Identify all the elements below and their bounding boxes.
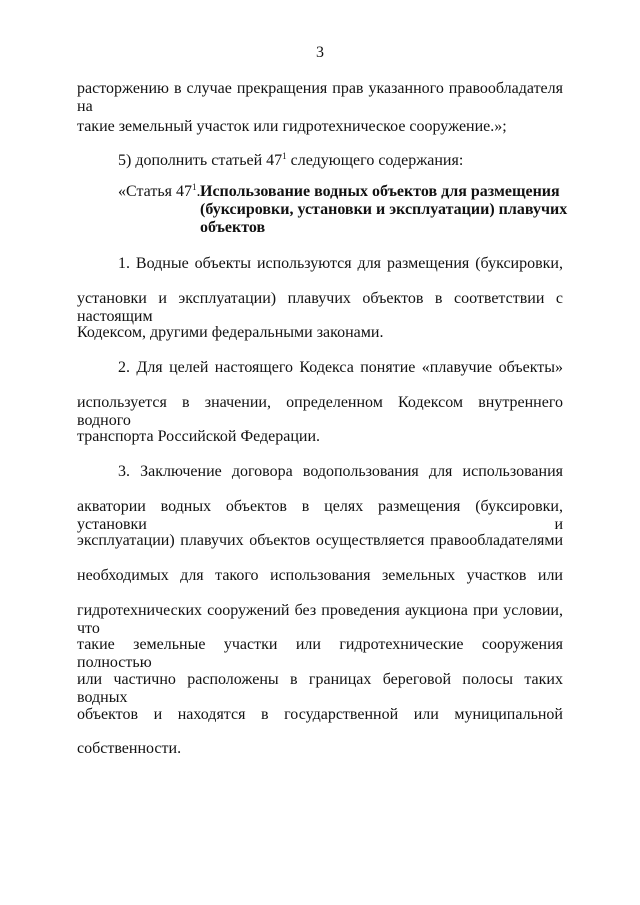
paragraph-3-line-5: гидротехнических сооружений без проведения аукциона при условии, что xyxy=(77,602,563,637)
amendment-text-after: следующего содержания: xyxy=(286,152,464,169)
article-title-line-3: объектов xyxy=(200,219,266,236)
paragraph-3-line-4: необходимых для такого использования земельных участков или xyxy=(77,567,563,584)
article-prefix-close: . xyxy=(196,183,201,200)
paragraph-3-line-3: эксплуатации) плавучих объектов осуществляется правообладателями xyxy=(77,532,563,549)
amendment-line xyxy=(118,152,463,170)
paragraph-3-line-1: 3. Заключение договора водопользования для использования xyxy=(118,463,563,480)
paragraph-2-line-2: используется в значении, определенном Кодексом внутреннего водного xyxy=(77,394,563,429)
paragraph-3-line-7: или частично расположены в границах береговой полосы таких водных xyxy=(77,671,563,706)
article-prefix-superscript: 1 xyxy=(191,182,197,192)
page-number: 3 xyxy=(316,44,324,61)
intro-line-1: расторжению в случае прекращения прав указанного правообладателя на xyxy=(77,80,563,115)
paragraph-3-line-6: такие земельные участки или гидротехнические сооружения полностью xyxy=(77,636,563,671)
paragraph-2-line-1: 2. Для целей настоящего Кодекса понятие «плавучие объекты» xyxy=(118,359,563,376)
amendment-superscript: 1 xyxy=(282,151,287,161)
article-title-line-2: (буксировки, установки и эксплуатации) плавучих xyxy=(200,201,568,218)
paragraph-3-line-8: объектов и находятся в государственной или муниципальной xyxy=(77,706,563,723)
article-title xyxy=(200,183,570,237)
paragraph-3-line-9: собственности. xyxy=(77,740,182,757)
amendment-text-before: 5) дополнить статьей 47 xyxy=(118,152,283,169)
paragraph-1-line-2: установки и эксплуатации) плавучих объектов в соответствии с настоящим xyxy=(77,290,563,325)
article-heading-prefix xyxy=(118,183,200,201)
paragraph-2-line-3: транспорта Российской Федерации. xyxy=(77,428,321,445)
paragraph-1-line-3: Кодексом, другими федеральными законами. xyxy=(77,324,384,341)
paragraph-1-line-1: 1. Водные объекты используются для размещения (буксировки, xyxy=(118,255,563,272)
paragraph-3-line-2: акватории водных объектов в целях размещения (буксировки, установки и xyxy=(77,498,563,533)
article-title-line-1: Использование водных объектов для размещения xyxy=(200,183,560,200)
article-prefix-open: «Статья 47 xyxy=(118,183,192,200)
intro-line-2: такие земельный участок или гидротехническое сооружение.»; xyxy=(77,118,507,135)
